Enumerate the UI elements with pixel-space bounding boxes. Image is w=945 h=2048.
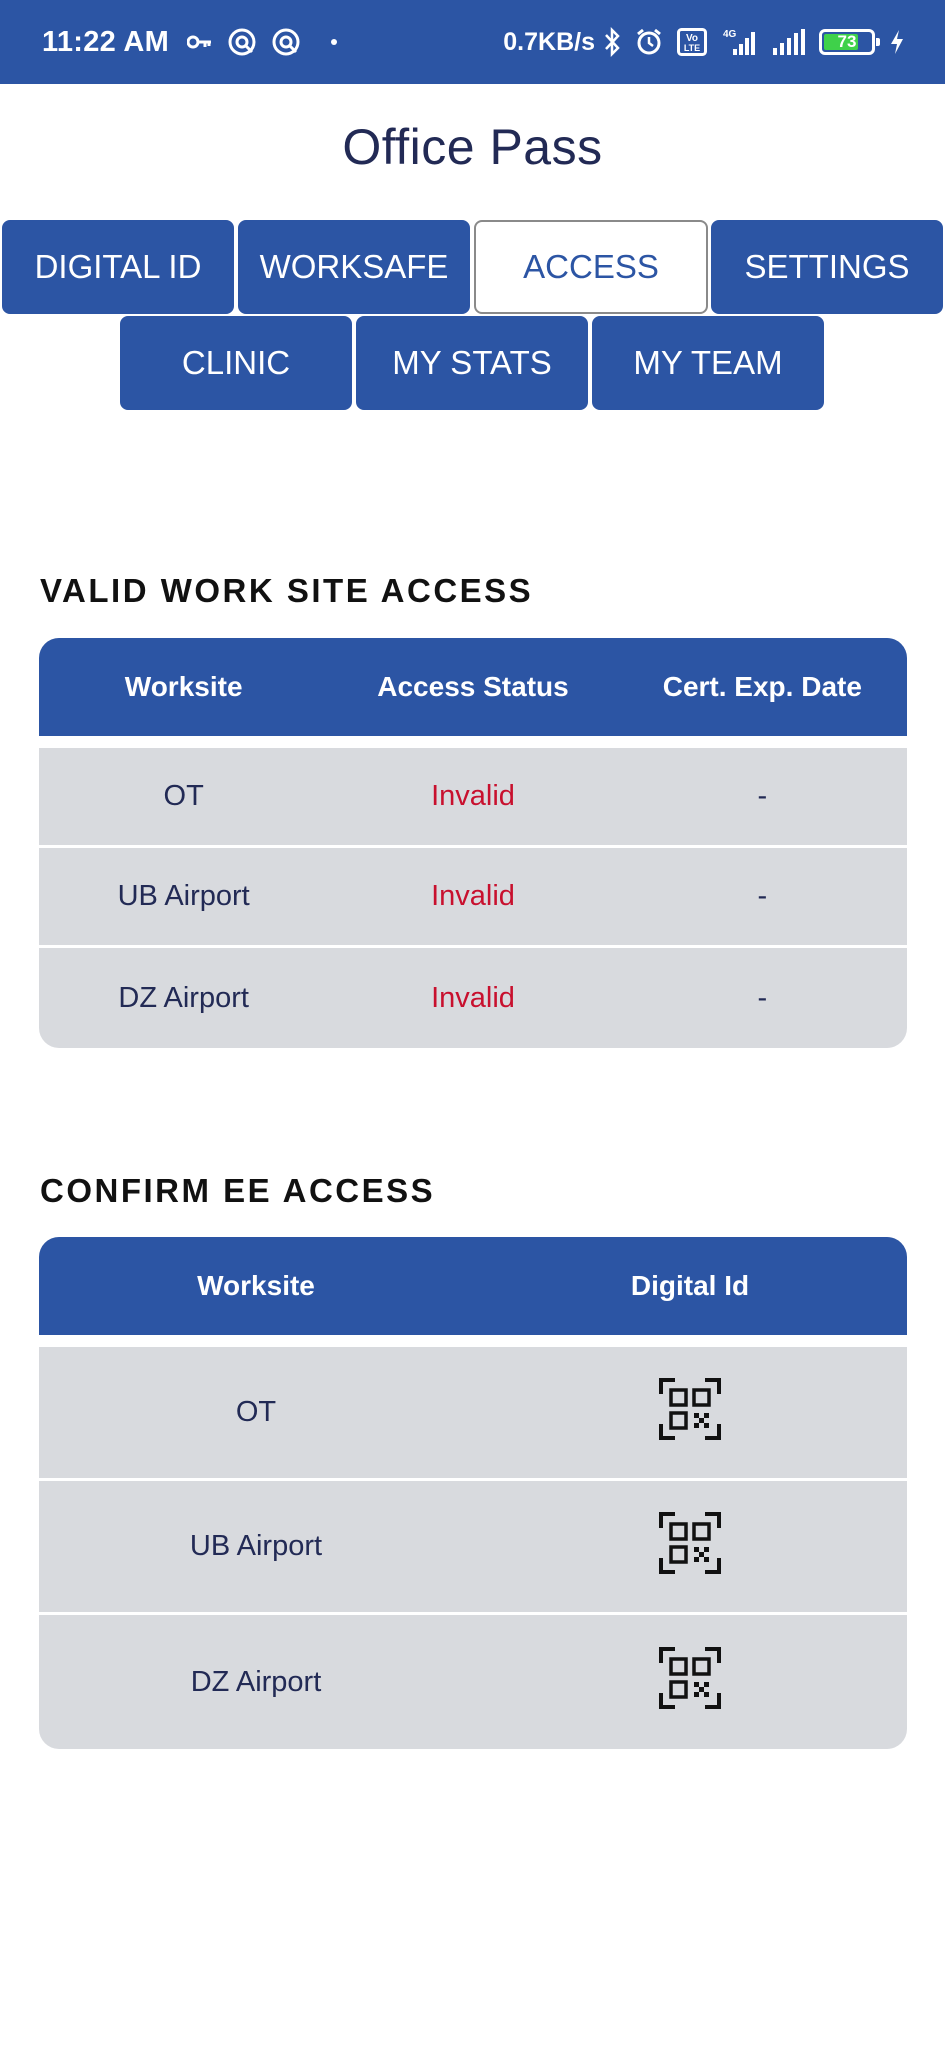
status-cell: Invalid <box>431 981 515 1014</box>
qr-code-icon[interactable] <box>659 1647 721 1717</box>
signal-icon <box>771 28 805 56</box>
charging-icon <box>889 29 905 55</box>
table-row <box>39 948 907 1048</box>
tab-access[interactable] <box>474 220 708 314</box>
table-row <box>39 1615 907 1749</box>
worksite-cell: OT <box>163 780 204 812</box>
column-header-worksite: Worksite <box>124 671 243 702</box>
digital-id-cell <box>473 1378 907 1448</box>
table-header <box>39 638 907 748</box>
tab-worksafe[interactable] <box>238 220 470 314</box>
notification-dot <box>331 39 337 45</box>
svg-text:4G: 4G <box>723 29 737 40</box>
table-row <box>39 748 907 848</box>
alarm-icon <box>635 28 663 56</box>
qr-code-icon[interactable] <box>659 1378 721 1448</box>
table-row <box>39 1481 907 1615</box>
column-header-cert-exp-date: Cert. Exp. Date <box>662 671 862 702</box>
tab-label: WORKSAFE <box>259 248 449 285</box>
svg-text:Vo: Vo <box>685 33 699 44</box>
status-cell: Invalid <box>431 780 515 812</box>
status-bar <box>0 0 945 84</box>
worksite-cell: UB Airport <box>189 1530 323 1562</box>
svg-text:LTE: LTE <box>683 43 701 53</box>
status-cell: Invalid <box>431 880 515 912</box>
battery-level: 73 <box>837 32 857 51</box>
section-heading-valid-access: VALID WORK SITE ACCESS <box>40 572 534 609</box>
worksite-cell: OT <box>235 1396 277 1428</box>
exp-date-cell: - <box>757 880 768 912</box>
qr-code-icon[interactable] <box>659 1512 721 1582</box>
column-header-access-status: Access Status <box>377 671 569 702</box>
battery-cap <box>876 38 880 46</box>
table-header <box>39 1237 907 1347</box>
column-header-digital-id: Digital Id <box>630 1270 750 1301</box>
tab-my-team[interactable] <box>592 316 824 410</box>
vpn-icon <box>227 27 257 57</box>
tab-label: DIGITAL ID <box>34 248 202 285</box>
tab-label: ACCESS <box>523 248 659 285</box>
bluetooth-icon <box>603 27 621 57</box>
column-header-worksite: Worksite <box>197 1270 315 1301</box>
access-table <box>39 638 907 1048</box>
key-icon <box>187 34 213 50</box>
digital-id-cell <box>473 1512 907 1582</box>
table-row <box>39 1347 907 1481</box>
worksite-cell: DZ Airport <box>190 1665 322 1698</box>
network-speed: 0.7KB/s <box>503 27 595 56</box>
table-row <box>39 848 907 948</box>
tab-label: MY TEAM <box>633 344 783 381</box>
battery-icon <box>819 29 875 55</box>
tab-digital-id[interactable] <box>2 220 234 314</box>
exp-date-cell: - <box>757 780 768 812</box>
page-title: Office Pass <box>342 119 603 175</box>
tab-label: MY STATS <box>392 344 552 381</box>
digital-id-cell <box>473 1647 907 1717</box>
confirm-table <box>39 1237 907 1749</box>
tab-settings[interactable] <box>711 220 943 314</box>
signal-4g-icon <box>721 27 757 57</box>
tab-label: SETTINGS <box>744 248 910 285</box>
vpn-icon <box>271 27 301 57</box>
worksite-cell: UB Airport <box>117 880 250 912</box>
tab-my-stats[interactable] <box>356 316 588 410</box>
worksite-cell: DZ Airport <box>118 981 249 1014</box>
exp-date-cell: - <box>757 981 768 1014</box>
status-time: 11:22 AM <box>42 25 170 58</box>
volte-icon <box>677 28 707 56</box>
tab-clinic[interactable] <box>120 316 352 410</box>
section-heading-confirm-access: CONFIRM EE ACCESS <box>40 1172 436 1209</box>
tab-label: CLINIC <box>181 344 291 381</box>
